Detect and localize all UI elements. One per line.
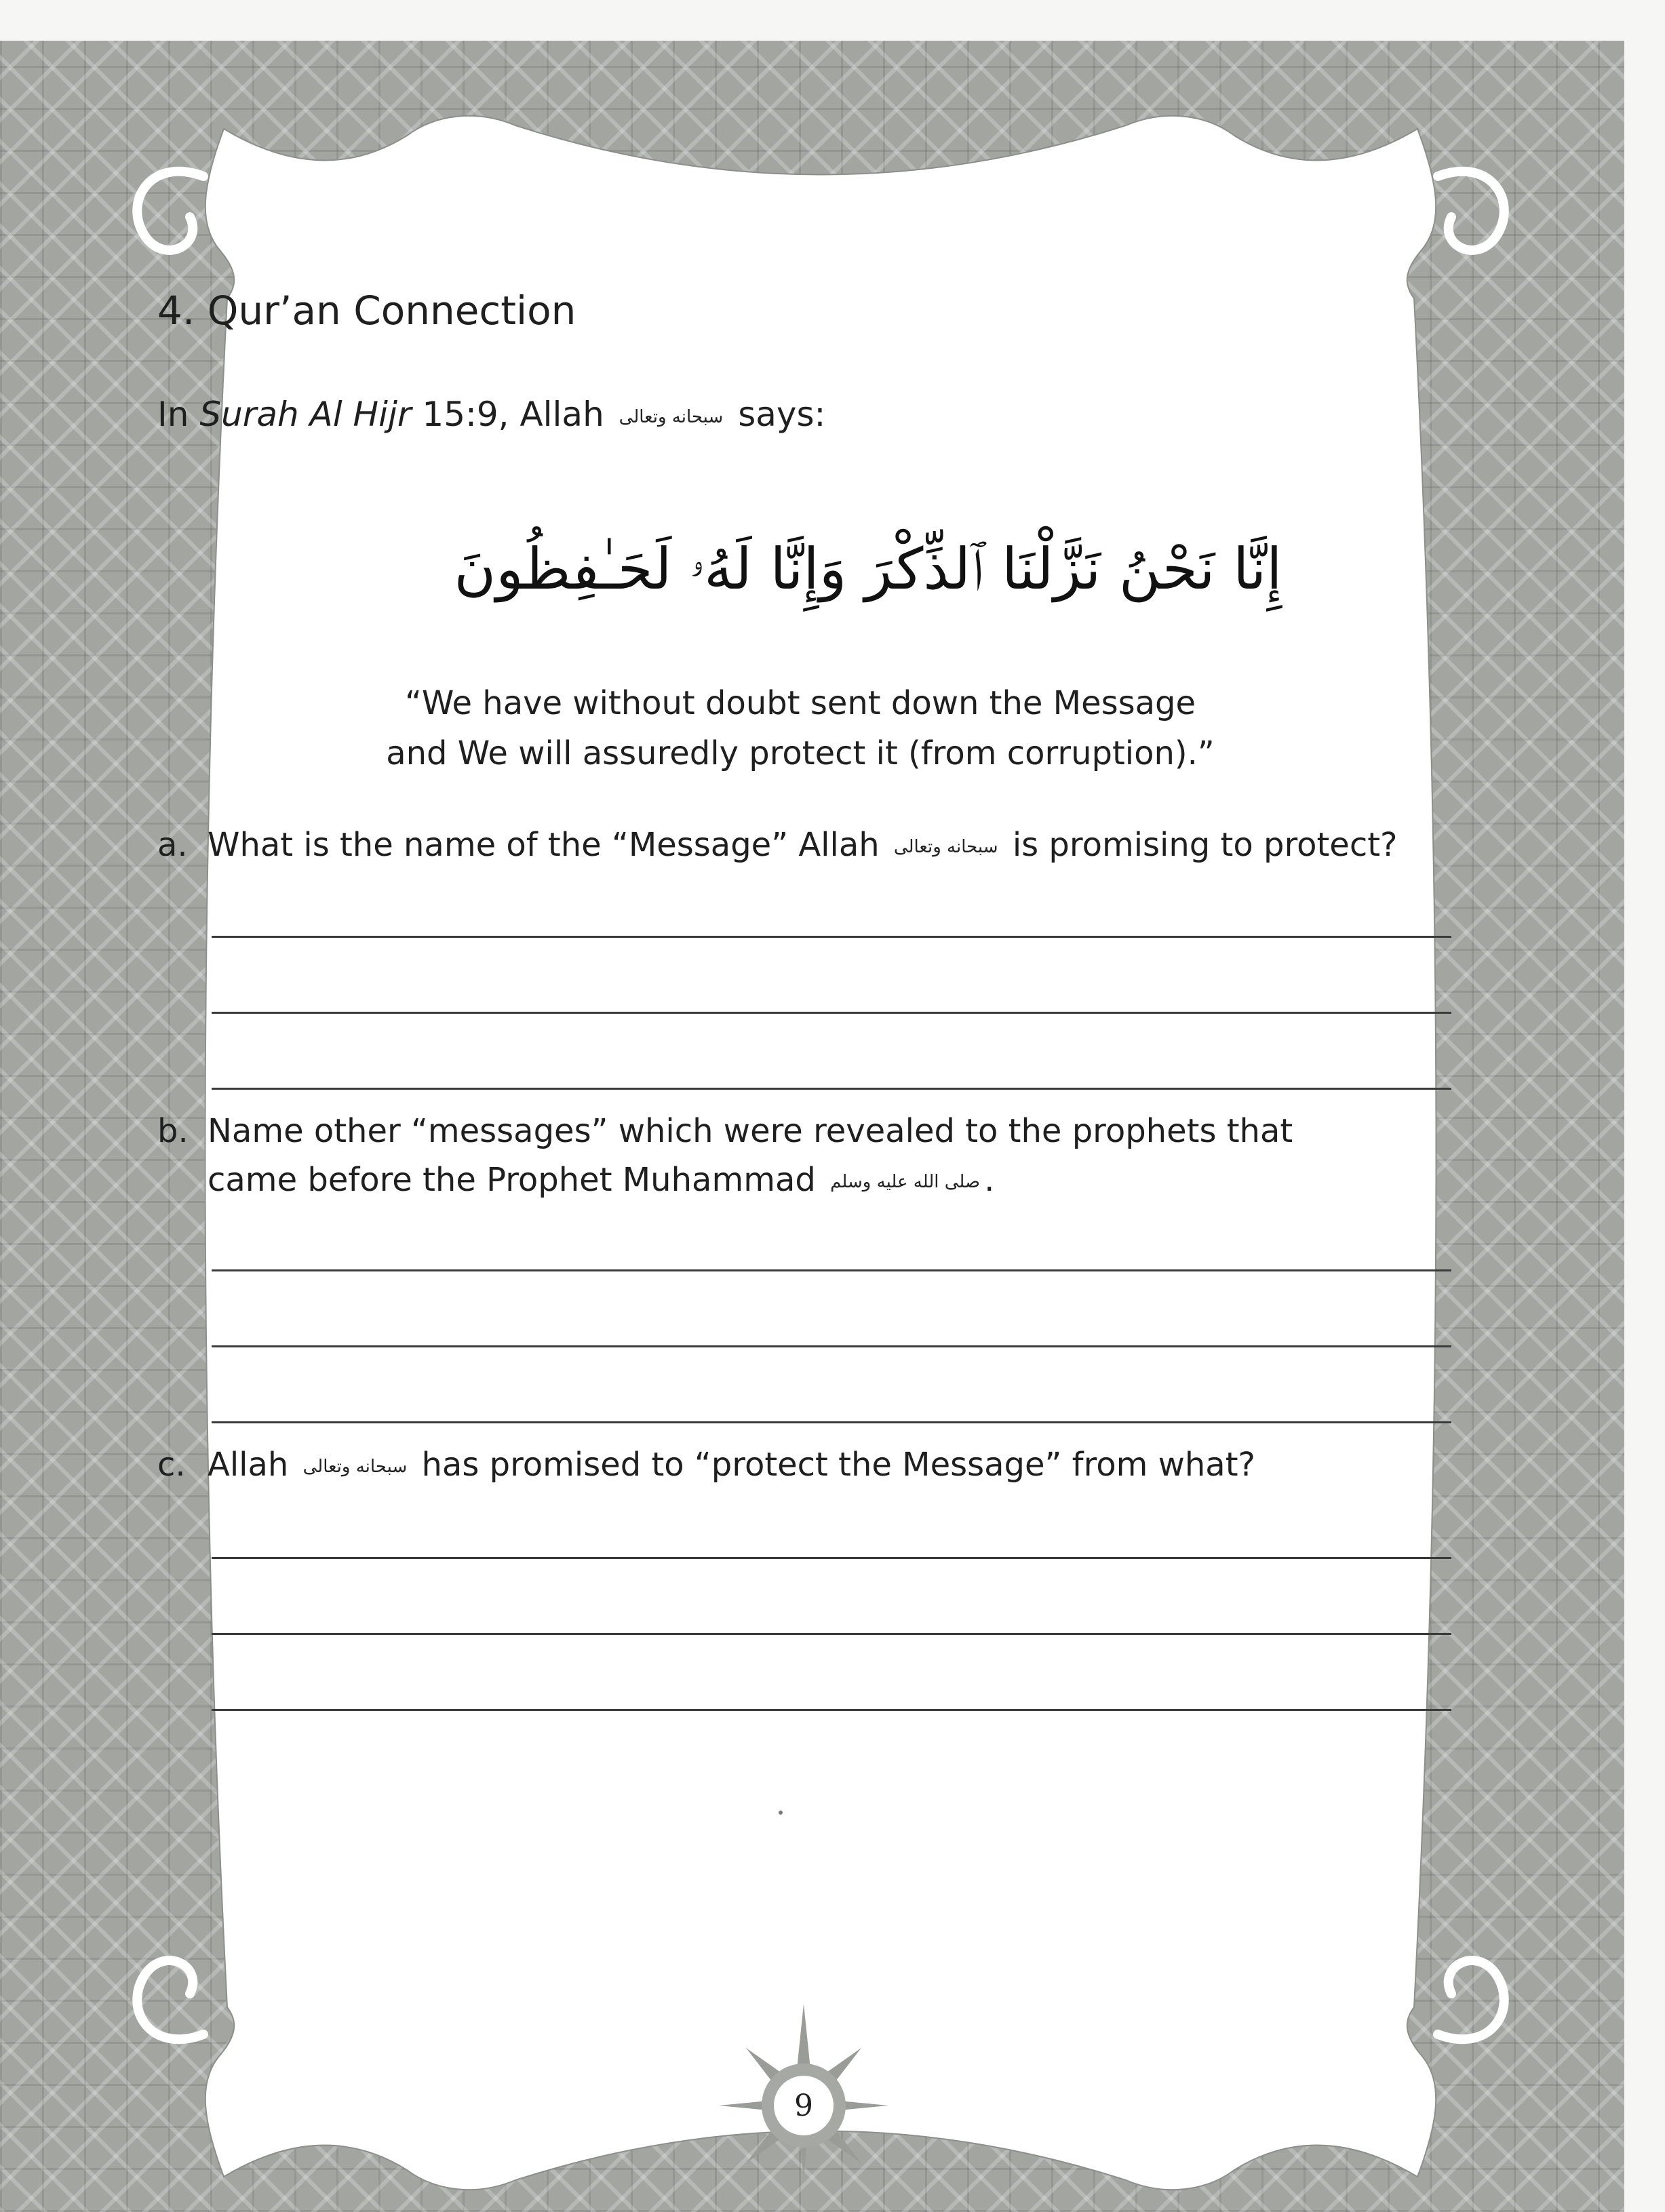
corner-scroll-top-left: [137, 172, 203, 250]
question-b: [157, 1107, 1446, 1206]
question-text-end: is promising to protect?: [1002, 826, 1398, 864]
intro-end: says:: [727, 395, 826, 434]
answer-line[interactable]: [212, 1633, 1451, 1635]
honorific-allah-glyph: سبحانه وتعالى: [302, 1457, 408, 1477]
question-letter: a.: [157, 826, 188, 864]
question-text-line-2: came before the Prophet Muhammad: [208, 1161, 816, 1199]
print-dot: [779, 1811, 783, 1815]
intro-prefix: In: [157, 395, 200, 434]
verse-intro: [157, 395, 825, 434]
question-c: [157, 1440, 1446, 1491]
page-number: 9: [794, 2089, 813, 2123]
question-a: [157, 821, 1446, 871]
question-text-end: has promised to “protect the Message” from what?: [411, 1446, 1256, 1484]
answer-line[interactable]: [212, 1012, 1451, 1014]
question-letter: c.: [157, 1446, 186, 1484]
surah-name: Surah Al Hijr: [199, 395, 412, 434]
question-text-end: .: [984, 1161, 995, 1199]
question-text: Allah: [208, 1446, 289, 1484]
question-text: What is the name of the “Message” Allah: [208, 826, 880, 864]
answer-line[interactable]: [212, 1557, 1451, 1559]
section-heading: 4. Qur’an Connection: [157, 288, 576, 334]
translation-line-2: and We will assuredly protect it (from corruption).”: [386, 734, 1215, 772]
verse-translation: [203, 678, 1397, 778]
arabic-verse: إِنَّا نَحْنُ نَزَّلْنَا ٱلذِّكْرَ وَإِنَّا لَهُۥ لَحَـٰفِظُونَ: [454, 536, 1282, 602]
answer-line[interactable]: [212, 1421, 1451, 1423]
answer-line[interactable]: [212, 1709, 1451, 1711]
answer-line[interactable]: [212, 1345, 1451, 1347]
answer-line[interactable]: [212, 936, 1451, 938]
question-text-line-1: Name other “messages” which were revealed to the prophets that: [208, 1112, 1293, 1150]
intro-suffix: 15:9, Allah: [411, 395, 604, 434]
honorific-allah-glyph: سبحانه وتعالى: [619, 406, 724, 427]
question-letter: b.: [157, 1112, 189, 1150]
corner-scroll-top-right: [1438, 172, 1504, 250]
corner-scroll-bottom-left: [137, 1960, 203, 2039]
answer-line[interactable]: [212, 1088, 1451, 1090]
translation-line-1: “We have without doubt sent down the Message: [404, 684, 1196, 722]
honorific-prophet-glyph: صلى الله عليه وسلم: [830, 1172, 981, 1192]
honorific-allah-glyph: سبحانه وتعالى: [893, 837, 998, 857]
answer-line[interactable]: [212, 1269, 1451, 1271]
corner-scroll-bottom-right: [1438, 1960, 1504, 2039]
